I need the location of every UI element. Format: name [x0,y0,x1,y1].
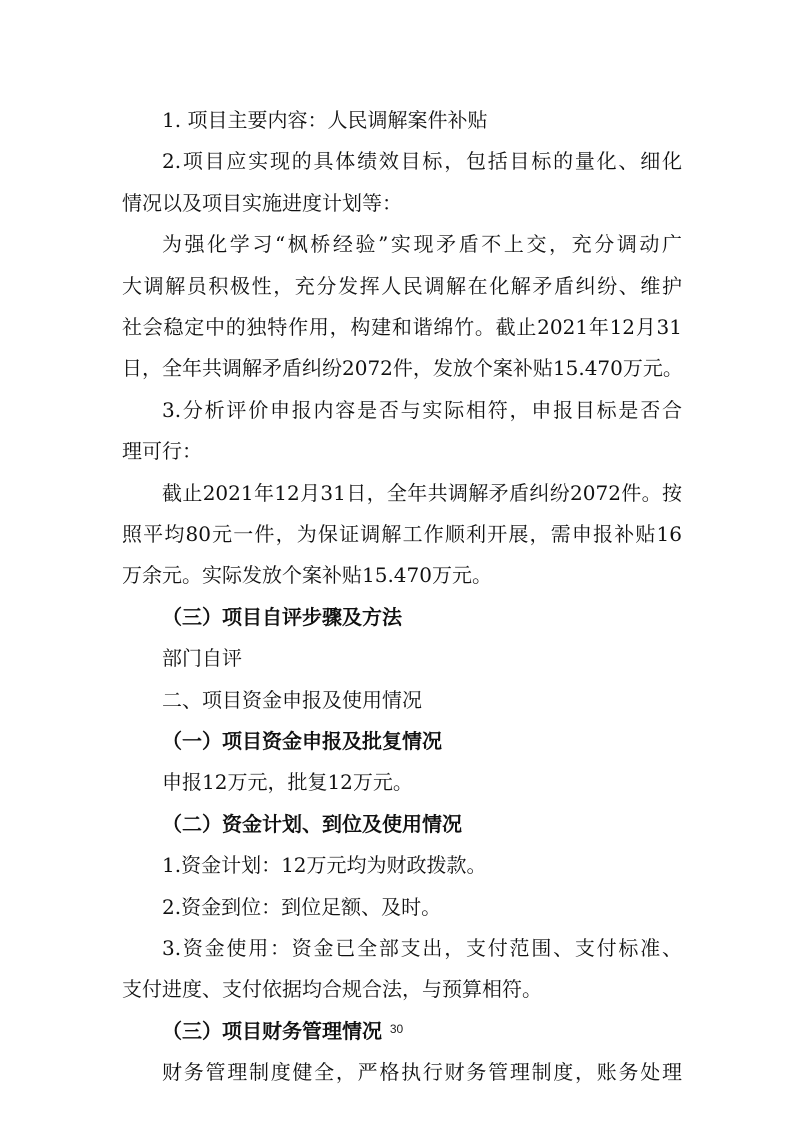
item-2-performance-goals-cont: 情况以及项目实施进度计划等： [122,191,402,215]
item-1-main-content: 1. 项目主要内容：人民调解案件补贴 [162,108,488,132]
item-3-evaluation-cont: 理可行： [122,439,202,463]
page-number: 30 [389,1022,404,1036]
paragraph-line: 为强化学习“枫桥经验”实现矛盾不上交，充分调动广 [162,232,682,256]
section-heading-self-evaluation: （三）项目自评步骤及方法 [162,605,402,629]
section-heading-fund-application: （一）项目资金申报及批复情况 [162,729,442,753]
item-3-evaluation: 3.分析评价申报内容是否与实际相符，申报目标是否合 [162,398,682,422]
paragraph-line: 部门自评 [162,646,242,670]
item-2-performance-goals: 2.项目应实现的具体绩效目标，包括目标的量化、细化 [162,149,682,173]
paragraph-line: 大调解员积极性，充分发挥人民调解在化解矛盾纠纷、维护 [122,274,682,298]
paragraph-line: 万余元。实际发放个案补贴15.470万元。 [122,563,492,587]
chapter-heading-funds: 二、项目资金申报及使用情况 [162,688,422,712]
paragraph-line: 日，全年共调解矛盾纠纷2072件，发放个案补贴15.470万元。 [122,356,683,380]
paragraph-line: 照平均80元一件，为保证调解工作顺利开展，需申报补贴16 [122,522,682,546]
paragraph-line: 截止2021年12月31日，全年共调解矛盾纠纷2072件。按 [162,481,682,505]
fund-arrival-item: 2.资金到位：到位足额、及时。 [162,895,442,919]
fund-usage-item: 3.资金使用：资金已全部支出，支付范围、支付标准、 [162,936,682,960]
fund-usage-item-cont: 支付进度、支付依据均合规合法，与预算相符。 [122,977,542,1001]
section-heading-financial-management: （三）项目财务管理情况 [162,1019,382,1043]
paragraph-line: 申报12万元，批复12万元。 [162,770,413,794]
paragraph-line: 财务管理制度健全，严格执行财务管理制度，账务处理 [162,1060,682,1084]
paragraph-line: 社会稳定中的独特作用，构建和谐绵竹。截止2021年12月31 [122,315,682,339]
section-heading-fund-plan: （二）资金计划、到位及使用情况 [162,812,462,836]
fund-plan-item: 1.资金计划：12万元均为财政拨款。 [162,853,487,877]
